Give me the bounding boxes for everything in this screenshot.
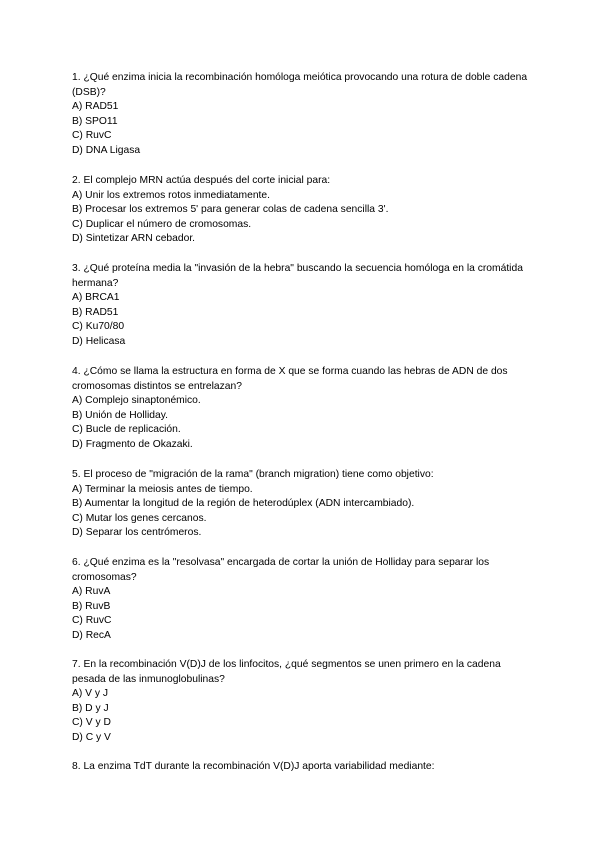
- question-stem: 3. ¿Qué proteína media la "invasión de la hebra" buscando la secuencia homóloga en la cromátida hermana?: [72, 263, 523, 289]
- option-c: C) RuvC: [72, 615, 112, 627]
- option-a: A) Complejo sinaptonémico.: [72, 395, 201, 407]
- question-7: [72, 658, 532, 746]
- question-stem: 7. En la recombinación V(D)J de los linfocitos, ¿qué segmentos se unen primero en la cadena pesada de las inmunoglobulinas?: [72, 659, 501, 685]
- option-a: A) RAD51: [72, 101, 119, 113]
- question-8: [72, 760, 532, 775]
- option-d: D) Separar los centrómeros.: [72, 527, 202, 539]
- question-3: [72, 262, 532, 350]
- option-d: D) Helicasa: [72, 335, 126, 347]
- option-b: B) Aumentar la longitud de la región de heterodúplex (ADN intercambiado).: [72, 498, 415, 510]
- option-d: D) Sintetizar ARN cebador.: [72, 233, 196, 245]
- option-d: D) Fragmento de Okazaki.: [72, 438, 193, 450]
- option-b: B) RAD51: [72, 306, 119, 318]
- option-a: A) Terminar la meiosis antes de tiempo.: [72, 483, 253, 495]
- question-stem: 8. La enzima TdT durante la recombinación V(D)J aporta variabilidad mediante:: [72, 761, 435, 772]
- option-c: C) Duplicar el número de cromosomas.: [72, 218, 252, 230]
- option-a: A) Unir los extremos rotos inmediatamente.: [72, 189, 271, 201]
- option-d: D) DNA Ligasa: [72, 144, 141, 156]
- option-b: B) SPO11: [72, 115, 118, 127]
- question-stem: 4. ¿Cómo se llama la estructura en forma de X que se forma cuando las hebras de ADN de dos cromosomas distintos se entrelazan?: [72, 366, 508, 392]
- question-4: [72, 365, 532, 453]
- option-c: C) RuvC: [72, 130, 112, 142]
- option-d: D) RecA: [72, 629, 111, 641]
- question-5: [72, 468, 532, 541]
- question-stem: 2. El complejo MRN actúa después del corte inicial para:: [72, 175, 331, 186]
- question-1: [72, 71, 532, 159]
- option-c: C) Mutar los genes cercanos.: [72, 512, 207, 524]
- option-d: D) C y V: [72, 731, 111, 743]
- option-b: B) Procesar los extremos 5' para generar colas de cadena sencilla 3'.: [72, 204, 389, 216]
- option-b: B) D y J: [72, 702, 109, 714]
- question-stem: 6. ¿Qué enzima es la "resolvasa" encargada de cortar la unión de Holliday para separar los cromosomas?: [72, 557, 490, 583]
- option-b: B) Unión de Holliday.: [72, 409, 168, 421]
- option-a: A) BRCA1: [72, 292, 120, 304]
- question-stem: 1. ¿Qué enzima inicia la recombinación homóloga meiótica provocando una rotura de doble cadena (DSB)?: [72, 72, 528, 98]
- option-b: B) RuvB: [72, 600, 111, 612]
- option-a: A) V y J: [72, 688, 109, 700]
- option-c: C) V y D: [72, 717, 111, 729]
- question-2: [72, 174, 532, 247]
- option-c: C) Bucle de replicación.: [72, 424, 181, 436]
- question-6: [72, 556, 532, 644]
- option-a: A) RuvA: [72, 586, 111, 598]
- question-stem: 5. El proceso de "migración de la rama" (branch migration) tiene como objetivo:: [72, 469, 434, 480]
- option-c: C) Ku70/80: [72, 321, 125, 333]
